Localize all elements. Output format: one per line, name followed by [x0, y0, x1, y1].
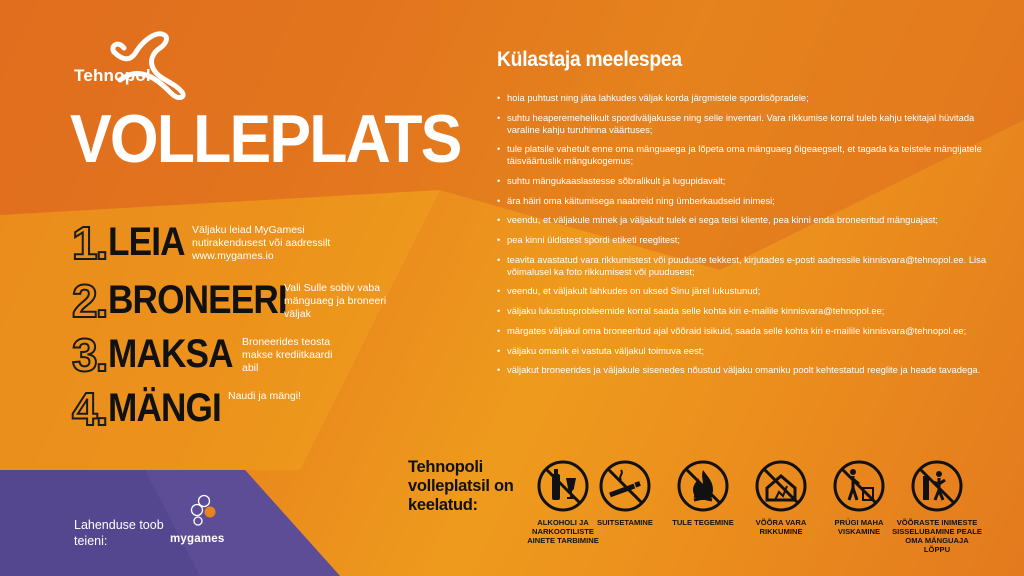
step-description: Väljaku leiad MyGamesi nutirakendusest või aadressilt www.mygames.io	[192, 224, 331, 262]
forbidden-label: VÕÕRA VARA RIKKUMINE	[755, 518, 807, 537]
tehnopol-logo-icon	[74, 30, 194, 100]
rule-item: • väljakut broneerides ja väljakule sisenedes nõustud väljaku omaniku poolt kehtestatud reeglite ja heade tavadega.	[497, 364, 997, 376]
forbidden-item	[580, 458, 670, 527]
forbidden-item	[892, 458, 982, 554]
rule-item: • pea kinni üldistest spordi etiketi reeglitest;	[497, 234, 997, 246]
step-title: MÄNGI	[108, 386, 221, 430]
partner-name: mygames	[170, 533, 225, 545]
footer-label: Lahenduse toob teieni:	[74, 518, 164, 548]
rules-title: Külastaja meelespea	[497, 48, 682, 71]
rules-list	[497, 92, 997, 384]
rule-item: • hoia puhtust ning jäta lahkudes väljak korda järgmistele spordisõpradele;	[497, 92, 997, 104]
brand-name: Tehnopol	[74, 66, 151, 85]
step-play	[72, 383, 412, 435]
step-description: Broneerides teosta makse krediitkaardi abil	[242, 336, 333, 374]
no-vandalism-icon	[753, 458, 809, 514]
rule-item: • väljaku lukustusprobleemide korral saada selle kohta kiri e-mailile kinnisvara@tehnopol.ee;	[497, 305, 997, 317]
forbidden-label: PRÜGI MAHA VISKAMINE	[834, 518, 884, 537]
mygames-logo-icon	[166, 493, 226, 529]
step-title: LEIA	[108, 220, 185, 264]
step-description: Vali Sulle sobiv vaba mänguaeg ja broneeri väljak	[284, 282, 387, 320]
forbidden-item	[814, 458, 904, 536]
forbidden-item	[736, 458, 826, 536]
rule-item: • teavita avastatud vara rikkumistest või puuduste tekkest, kirjutades e-posti aadressile kinnisvara@tehnopol.ee. Lisa võimalusel ka foto rikkumisest või puudusest;	[497, 254, 997, 278]
rule-item: • ära häiri oma käitumisega naabreid ning ümberkaudseid inimesi;	[497, 195, 997, 207]
step-number: 1.	[72, 217, 107, 269]
forbidden-label: SUITSETAMINE	[597, 518, 653, 527]
no-fire-icon	[675, 458, 731, 514]
step-title: BRONEERI	[108, 278, 287, 322]
step-find	[72, 217, 412, 269]
forbidden-label: TULE TEGEMINE	[672, 518, 734, 527]
no-littering-icon	[831, 458, 887, 514]
rule-item: • suhtu heaperemehelikult spordiväljakusse ning selle inventari. Vara rikkumise korral tuleb kahju tekitajal hüvitada varaline kahju turuhinna väärtuses;	[497, 112, 997, 136]
no-smoking-icon	[597, 458, 653, 514]
step-number: 3.	[72, 329, 107, 381]
step-pay	[72, 329, 412, 381]
forbidden-item	[658, 458, 748, 527]
no-strangers-icon	[909, 458, 965, 514]
rule-item: • suhtu mängukaaslastesse sõbralikult ja lugupidavalt;	[497, 175, 997, 187]
forbidden-title: Tehnopoli volleplatsil on keelatud:	[408, 458, 514, 514]
rule-item: • veendu, et väljakult lahkudes on uksed Sinu järel lukustunud;	[497, 285, 997, 297]
step-title: MAKSA	[108, 332, 233, 376]
page-title: VOLLEPLATS	[70, 101, 461, 177]
rule-item: • veendu, et väljakule minek ja väljakult tulek ei sega teisi kliente, pea kinni enda broneeritud mänguajast;	[497, 214, 997, 226]
forbidden-label: VÕÕRASTE INIMESTE SISSELUBAMINE PEALE OMA MÄNGUAJA LÕPPU	[892, 518, 982, 555]
step-description: Naudi ja mängi!	[228, 390, 301, 402]
step-number: 4.	[72, 383, 107, 435]
rule-item: • tule platsile vahetult enne oma mänguaega ja lõpeta oma mänguaeg õigeaegselt, et tagada ka teistele mängijatele täisväärtuslik mängukogemus;	[497, 143, 997, 167]
rule-item: • märgates väljakul oma broneeritud ajal võõraid isikuid, saada selle kohta kiri e-mailile kinnisvara@tehnopol.ee;	[497, 325, 997, 337]
step-book	[72, 275, 412, 327]
step-number: 2.	[72, 275, 107, 327]
rule-item: • väljaku omanik ei vastuta väljakul toimuva eest;	[497, 345, 997, 357]
forbidden-label: ALKOHOLI JA NARKOOTILISTE AINETE TARBIMINE	[527, 518, 599, 546]
